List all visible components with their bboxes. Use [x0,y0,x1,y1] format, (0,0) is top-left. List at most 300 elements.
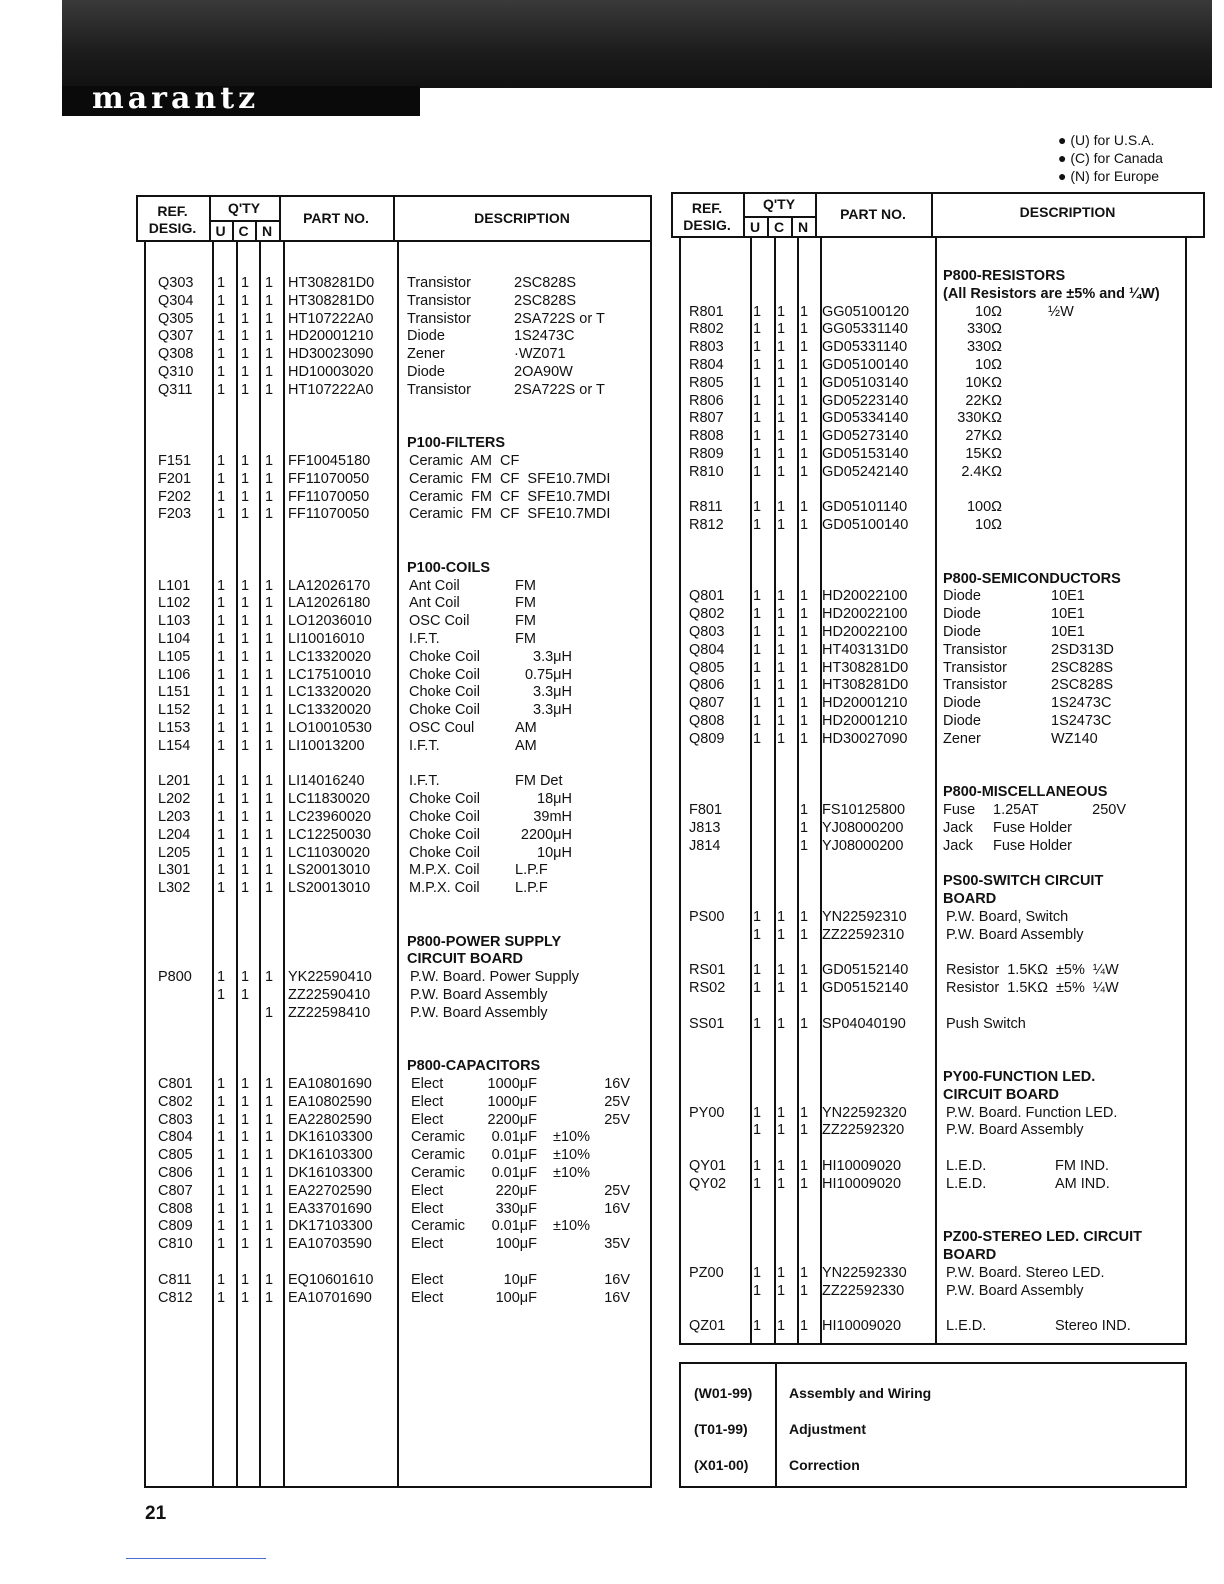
part-number: GD05100140 [822,357,909,373]
qty-c: 1 [776,1264,786,1281]
part-number: DK17103300 [288,1218,373,1235]
qty-n: 1 [264,328,274,345]
description: Ceramic [411,1147,465,1164]
qty-u: 1 [752,962,762,979]
qty-c: 1 [240,631,250,647]
qty-u: 1 [752,1015,762,1032]
part-number: GD05334140 [822,410,909,427]
qty-u: 1 [752,374,762,391]
section-heading: (All Resistors are ±5% and ¼W) [943,285,1160,302]
qty-n: 1 [799,410,809,427]
ref-desig: R803 [689,339,724,356]
qty-u: 1 [752,499,762,516]
qty-n: 1 [264,275,274,291]
qty-n: 1 [264,613,274,630]
col-description: DESCRIPTION [1019,204,1116,220]
qty-u: 1 [216,1129,226,1146]
qty-n: 1 [799,463,809,480]
qty-n: 1 [264,488,274,505]
qty-n: 1 [264,1147,274,1164]
description: 0.75μH [524,666,572,683]
section-heading: P100-COILS [407,559,490,576]
header-band [62,0,1212,88]
part-number: YJ08000200 [822,819,904,836]
qty-c: 1 [240,773,250,790]
col-description: DESCRIPTION [474,210,570,226]
description: Ceramic FM CF SFE10.7MDI [409,506,611,523]
qty-c: 1 [776,392,786,409]
part-number: HT308281D0 [288,275,375,291]
qty-c: 1 [240,648,250,665]
qty-u: 1 [216,826,226,843]
qty-u: 1 [752,695,762,712]
qty-c: 1 [776,1104,786,1121]
revision-code: (T01-99) [694,1421,748,1437]
description: Fuse Holder [993,819,1072,836]
ref-desig: C801 [158,1076,193,1092]
qty-n: 1 [264,1200,274,1217]
qty-u: 1 [216,737,226,754]
qty-c: 1 [776,624,786,640]
qty-u: 1 [216,1271,226,1288]
qty-n: 1 [264,453,274,469]
qty-u: 1 [216,453,226,469]
description: Elect [411,1111,444,1128]
col-part-no: PART NO. [840,206,906,222]
section-heading: P800-SEMICONDUCTORS [943,570,1121,587]
revision-label: Correction [789,1457,860,1473]
ref-desig: C806 [158,1165,193,1181]
qty-u: 1 [216,1076,226,1092]
qty-u: 1 [216,328,226,345]
qty-u: 1 [752,730,762,747]
ref-desig: L105 [158,648,191,665]
ref-desig: R804 [689,357,724,373]
section-heading: P800-MISCELLANEOUS [943,784,1108,801]
col-qty: Q'TY [227,200,261,216]
qty-u: 1 [752,624,762,640]
description: L.E.D. [946,1318,987,1335]
description: AM [515,720,537,736]
part-number: LC11030020 [288,844,370,861]
description: FM [515,577,536,594]
qty-u: 1 [752,659,762,676]
description: Choke Coil [409,826,480,843]
part-number: GD05273140 [822,428,909,445]
qty-n: 1 [264,1218,274,1235]
part-number: EA10703590 [288,1236,372,1253]
part-number: HT308281D0 [822,677,909,694]
qty-c: 1 [240,453,250,469]
qty-n: 1 [799,659,809,676]
ref-desig: Q303 [158,275,194,291]
section-heading: P100-FILTERS [407,435,506,452]
qty-u: 1 [752,1282,762,1299]
part-number: HT308281D0 [822,659,909,676]
ref-desig: RS02 [689,980,726,996]
qty-c: 1 [776,463,786,480]
part-number: FF11070050 [288,506,370,523]
qty-c: 1 [776,446,786,462]
description: 1.25AT [993,802,1039,818]
description: FM [515,631,536,647]
qty-n: 1 [264,773,274,790]
description: Ceramic FM CF SFE10.7MDI [409,488,611,505]
part-number: ZZ22592310 [822,926,905,943]
qty-n: 1 [799,713,809,729]
qty-c: 1 [240,381,250,398]
qty-u: 1 [216,773,226,790]
qty-u: 1 [216,1200,226,1217]
legend-europe: ● (N) for Europe [1058,168,1160,184]
description: 2SC828S [514,275,577,291]
description: 330KΩ [957,410,1002,427]
qty-n: 1 [264,1182,274,1199]
description: 0.01μF [491,1218,537,1235]
part-number: YJ08000200 [822,837,904,854]
ref-desig: QY02 [689,1175,727,1192]
part-number: FF10045180 [288,453,371,469]
description: P.W. Board Assembly [946,926,1084,943]
description: Transistor [407,275,471,291]
description: Ceramic [411,1218,465,1235]
description: AM IND. [1055,1175,1110,1192]
part-number: LA12026170 [288,577,371,594]
description: Zener [407,346,445,363]
qty-c: 1 [776,980,786,996]
ref-desig: PS00 [689,908,725,925]
description: 0.01μF [491,1129,537,1146]
description: Elect [411,1182,444,1199]
ref-desig: L104 [158,631,191,647]
qty-u: 1 [752,1264,762,1281]
description: 2SC828S [514,292,577,309]
description: P.W. Board. Stereo LED. [946,1264,1105,1281]
qty-c: 1 [240,1289,250,1306]
ref-desig: Q311 [158,381,193,398]
ref-desig: C812 [158,1289,193,1306]
part-number: HD20022100 [822,624,908,640]
description: 3.3μH [533,648,572,665]
part-number: YN22592330 [822,1264,907,1281]
description: 330Ω [966,339,1002,356]
qty-n: 1 [799,624,809,640]
part-number: LS20013010 [288,862,371,879]
part-number: LI10013200 [288,737,365,754]
ref-desig: Q807 [689,695,725,712]
qty-c: 1 [240,826,250,843]
part-number: ZZ22592320 [822,1122,905,1139]
description: 25V [604,1093,630,1110]
col-ref-desig: REF. DESIG. [148,203,197,236]
ref-desig: L154 [158,737,191,754]
qty-n: 1 [799,374,809,391]
qty-u: 1 [216,684,226,701]
ref-desig: Q304 [158,292,194,309]
qty-c: 1 [776,357,786,373]
qty-u: 1 [216,346,226,363]
qty-n: 1 [799,837,809,854]
description: 1000μF [487,1076,537,1092]
qty-u: 1 [216,969,226,986]
part-number: LO10010530 [288,720,372,736]
qty-u: 1 [752,641,762,658]
qty-u: 1 [752,321,762,338]
qty-u: 1 [216,577,226,594]
part-number: FS10125800 [822,802,906,818]
qty-n: 1 [264,1165,274,1181]
ref-desig: R806 [689,392,724,409]
qty-n: 1 [799,303,809,320]
page-number: 21 [145,1503,167,1524]
description: Resistor 1.5KΩ ±5% ¼W [946,980,1119,996]
description: P.W. Board. Function LED. [946,1104,1118,1121]
description: 10E1 [1051,606,1085,623]
qty-c: 1 [776,1318,786,1335]
qty-c: 1 [776,374,786,391]
description: Ceramic AM CF [409,453,520,469]
qty-n: 1 [799,641,809,658]
qty-n: 1 [799,517,809,534]
section-heading: P800-CAPACITORS [407,1058,541,1075]
description: ±10% [553,1165,590,1181]
qty-u: 1 [216,791,226,808]
part-number: GD05242140 [822,463,909,480]
description: 2SC828S [1051,659,1114,676]
section-heading: BOARD [943,1247,997,1263]
qty-n: 1 [264,737,274,754]
description: 25V [604,1182,630,1199]
qty-u: 1 [216,631,226,647]
qty-c: 1 [240,684,250,701]
qty-c: 1 [240,577,250,594]
qty-c: 1 [240,595,250,612]
description: 330Ω [966,321,1002,338]
qty-u: 1 [752,428,762,445]
qty-u: 1 [752,1104,762,1121]
description: 1000μF [487,1093,537,1110]
part-number: LI14016240 [288,773,365,790]
qty-n: 1 [264,791,274,808]
ref-desig: L101 [158,577,191,594]
qty-c: 1 [776,588,786,605]
qty-c: 1 [240,1076,250,1092]
qty-u: 1 [216,488,226,505]
qty-u: 1 [752,926,762,943]
description: 2OA90W [514,364,573,380]
qty-n: 1 [799,588,809,605]
qty-u: 1 [216,1218,226,1235]
description: Elect [411,1200,444,1217]
part-number: GD05331140 [822,339,908,356]
qty-c: 1 [776,659,786,676]
description: Transistor [407,310,471,327]
ref-desig: C804 [158,1129,193,1146]
ref-desig: L203 [158,809,191,825]
qty-u: 1 [752,1158,762,1174]
qty-u: 1 [752,357,762,373]
qty-n: 1 [264,577,274,594]
description: Elect [411,1076,444,1092]
description: 10Ω [975,303,1002,320]
part-number: HD30023090 [288,346,374,363]
qty-c: 1 [240,666,250,683]
description: 2.4KΩ [961,463,1002,480]
col-c: C [773,219,785,235]
qty-u: 1 [216,292,226,309]
qty-u: 1 [216,1236,226,1253]
description: 1S2473C [1051,713,1112,729]
revision-box [679,1362,1187,1488]
ref-desig: L301 [158,862,191,879]
ref-desig: Q801 [689,588,725,605]
description: Fuse [943,802,976,818]
description: Diode [943,695,981,712]
qty-c: 1 [776,695,786,712]
part-number: LS20013010 [288,880,371,897]
part-number: GD05152140 [822,962,909,979]
qty-u: 1 [216,1111,226,1128]
qty-n: 1 [264,1289,274,1306]
part-number: HD10003020 [288,364,374,380]
qty-c: 1 [776,1282,786,1299]
part-number: EA33701690 [288,1200,372,1217]
section-heading: CIRCUIT BOARD [943,1086,1059,1103]
part-number: GD05153140 [822,446,909,462]
ref-desig: L204 [158,826,191,843]
qty-u: 1 [752,446,762,462]
ref-desig: Q806 [689,677,725,694]
qty-n: 1 [799,357,809,373]
qty-u: 1 [216,666,226,683]
qty-u: 1 [216,470,226,487]
qty-u: 1 [752,303,762,320]
qty-n: 1 [264,506,274,523]
part-number: EA10701690 [288,1289,372,1306]
qty-c: 1 [776,713,786,729]
qty-c: 1 [776,321,786,338]
col-part-no: PART NO. [303,210,369,226]
qty-u: 1 [752,606,762,623]
description: 16V [604,1076,630,1092]
description: 15KΩ [965,446,1002,462]
qty-c: 1 [776,606,786,623]
qty-u: 1 [752,410,762,427]
description: Choke Coil [409,684,480,701]
ref-desig: R808 [689,428,724,445]
qty-n: 1 [799,1318,809,1335]
qty-c: 1 [776,339,786,356]
qty-c: 1 [240,364,250,380]
qty-n: 1 [799,428,809,445]
description: Transistor [407,292,471,309]
part-number: YN22592310 [822,908,907,925]
description: Choke Coil [409,844,480,861]
qty-c: 1 [240,1218,250,1235]
qty-n: 1 [799,908,809,925]
description: Resistor 1.5KΩ ±5% ¼W [946,962,1119,979]
qty-c: 1 [776,517,786,534]
qty-n: 1 [799,980,809,996]
qty-n: 1 [799,1282,809,1299]
qty-n: 1 [799,1264,809,1281]
ref-desig: R810 [689,463,724,480]
ref-desig: L153 [158,720,191,736]
part-number: HD20001210 [822,695,908,712]
ref-desig: QY01 [689,1158,727,1174]
qty-u: 1 [216,809,226,825]
description: OSC Coul [409,720,475,736]
qty-c: 1 [776,1122,786,1139]
part-number: LO12036010 [288,613,372,630]
part-number: LC17510010 [288,666,372,683]
description: 100Ω [966,499,1002,516]
ref-desig: L103 [158,613,191,630]
ref-desig: L152 [158,702,191,719]
section-heading: BOARD [943,891,997,907]
description: Elect [411,1093,444,1110]
qty-u: 1 [752,1122,762,1139]
qty-n: 1 [264,648,274,665]
description: Elect [411,1289,444,1306]
part-number: LC13320020 [288,684,372,701]
description: 250V [1092,802,1126,818]
ref-desig: PY00 [689,1104,725,1121]
description: L.E.D. [946,1175,987,1192]
part-number: HT107222A0 [288,310,374,327]
part-number: YN22592320 [822,1104,907,1121]
ref-desig: R801 [689,303,724,320]
description: M.P.X. Coil [409,880,480,897]
qty-u: 1 [752,392,762,409]
qty-u: 1 [216,595,226,612]
part-number: LC13320020 [288,648,372,665]
col-ref-desig: REF. DESIG. [683,200,731,233]
region-legend [1058,131,1163,185]
part-number: GD05100140 [822,517,909,534]
part-number: GD05152140 [822,980,909,996]
description: Ceramic [411,1165,465,1181]
qty-u: 1 [752,339,762,356]
part-number: HT403131D0 [822,641,909,658]
ref-desig: Q308 [158,346,194,363]
description: 1S2473C [1051,695,1112,712]
part-number: GD05103140 [822,374,909,391]
qty-n: 1 [264,346,274,363]
qty-u: 1 [216,1289,226,1306]
qty-u: 1 [216,862,226,879]
description: Ceramic FM CF SFE10.7MDI [409,470,611,487]
description: 16V [604,1289,630,1306]
qty-u: 1 [752,980,762,996]
part-number: ZZ22592330 [822,1282,905,1299]
ref-desig: C805 [158,1147,193,1164]
part-number: LC13320020 [288,702,372,719]
ref-desig: QZ01 [689,1318,726,1335]
marantz-logo: marantz [92,81,260,116]
part-number: HI10009020 [822,1318,902,1335]
description: 10E1 [1051,588,1085,605]
description: Ant Coil [409,577,460,594]
part-number: EA22802590 [288,1111,372,1128]
description: 2200μH [520,826,572,843]
description: FM IND. [1055,1158,1109,1174]
ref-desig: Q305 [158,310,194,327]
description: Diode [407,364,445,380]
ref-desig: C811 [158,1271,192,1288]
part-number: LI10016010 [288,631,365,647]
qty-c: 1 [776,962,786,979]
